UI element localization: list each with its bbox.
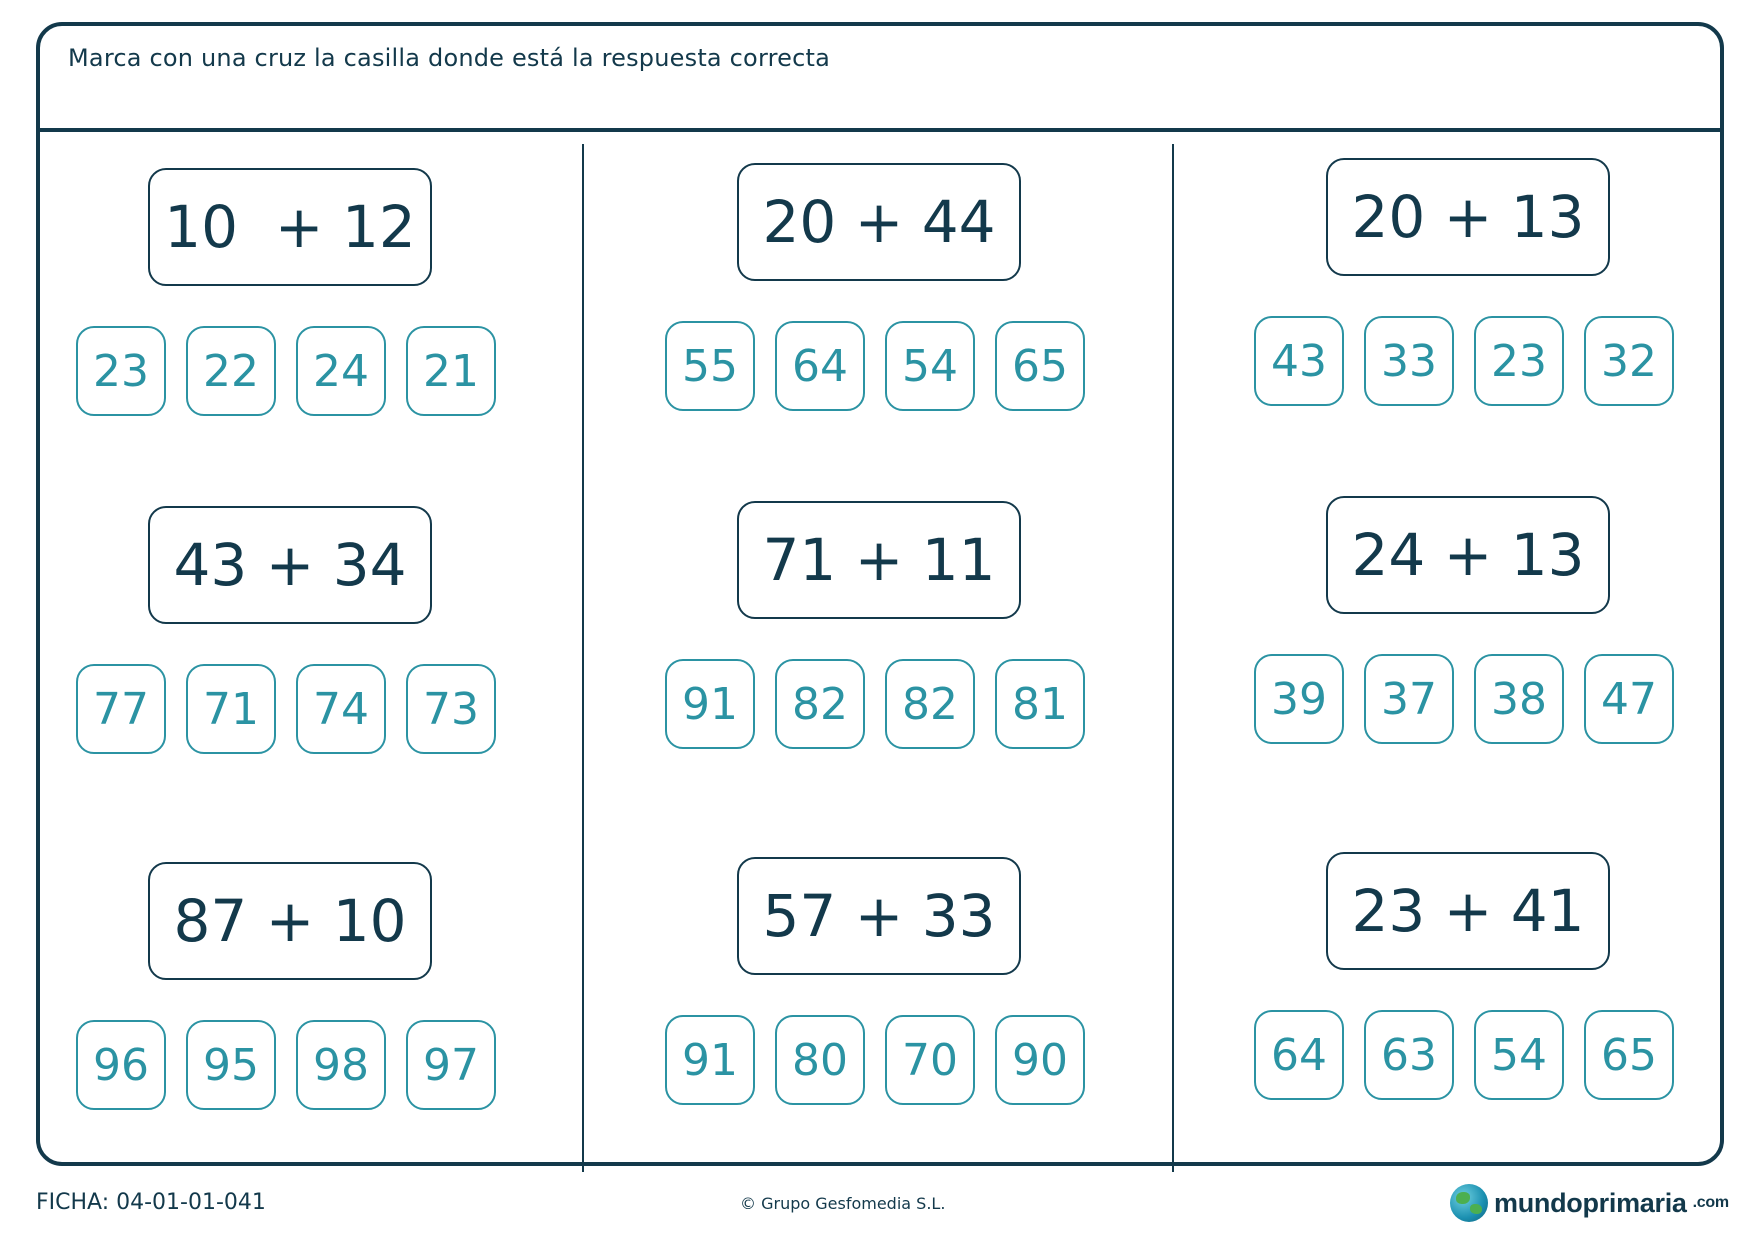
column-divider-1 (582, 144, 584, 1172)
brand-name: mundoprimaria (1494, 1187, 1687, 1218)
answer-checkbox[interactable]: 37 (1364, 654, 1454, 744)
answer-checkbox[interactable]: 32 (1584, 316, 1674, 406)
problem-card (1254, 496, 1690, 726)
answer-checkbox[interactable]: 64 (1254, 1010, 1344, 1100)
worksheet-id: FICHA: 04-01-01-041 (36, 1190, 266, 1215)
answer-checkbox[interactable]: 24 (296, 326, 386, 416)
answer-checkbox[interactable]: 81 (995, 659, 1085, 749)
answer-options (665, 659, 1085, 749)
answer-options (76, 664, 496, 754)
brand-logo[interactable] (1450, 1184, 1729, 1222)
copyright-text: © Grupo Gesfomedia S.L. (740, 1194, 946, 1213)
answer-options (1254, 316, 1674, 406)
answer-checkbox[interactable]: 98 (296, 1020, 386, 1110)
answer-options (665, 321, 1085, 411)
answer-checkbox[interactable]: 82 (775, 659, 865, 749)
answer-options (76, 326, 496, 416)
problem-card (1254, 158, 1690, 388)
answer-checkbox[interactable]: 63 (1364, 1010, 1454, 1100)
answer-checkbox[interactable]: 65 (1584, 1010, 1674, 1100)
answer-options (1254, 654, 1674, 744)
problem-card (665, 501, 1101, 731)
answer-checkbox[interactable]: 33 (1364, 316, 1454, 406)
answer-checkbox[interactable]: 70 (885, 1015, 975, 1105)
answer-checkbox[interactable]: 55 (665, 321, 755, 411)
operation-box: 24 + 13 (1326, 496, 1610, 614)
column-divider-2 (1172, 144, 1174, 1172)
answer-checkbox[interactable]: 97 (406, 1020, 496, 1110)
instruction-text: Marca con una cruz la casilla donde está la respuesta correcta (68, 44, 831, 72)
problem-card (1254, 852, 1690, 1082)
operation-box: 57 + 33 (737, 857, 1021, 975)
header-divider (40, 128, 1720, 132)
answer-checkbox[interactable]: 80 (775, 1015, 865, 1105)
globe-logo-icon (1450, 1184, 1488, 1222)
answer-checkbox[interactable]: 65 (995, 321, 1085, 411)
operation-box: 20 + 13 (1326, 158, 1610, 276)
answer-checkbox[interactable]: 82 (885, 659, 975, 749)
problem-card (76, 168, 512, 398)
answer-checkbox[interactable]: 96 (76, 1020, 166, 1110)
answer-checkbox[interactable]: 90 (995, 1015, 1085, 1105)
answer-options (76, 1020, 496, 1110)
answer-checkbox[interactable]: 91 (665, 1015, 755, 1105)
answer-checkbox[interactable]: 77 (76, 664, 166, 754)
answer-checkbox[interactable]: 95 (186, 1020, 276, 1110)
operation-box: 71 + 11 (737, 501, 1021, 619)
operation-box: 43 + 34 (148, 506, 432, 624)
brand-tld: .com (1692, 1194, 1729, 1211)
answer-options (1254, 1010, 1674, 1100)
answer-checkbox[interactable]: 21 (406, 326, 496, 416)
operation-box: 10 + 12 (148, 168, 432, 286)
operation-box: 87 + 10 (148, 862, 432, 980)
answer-checkbox[interactable]: 23 (76, 326, 166, 416)
answer-checkbox[interactable]: 23 (1474, 316, 1564, 406)
operation-box: 20 + 44 (737, 163, 1021, 281)
answer-checkbox[interactable]: 71 (186, 664, 276, 754)
answer-checkbox[interactable]: 91 (665, 659, 755, 749)
operation-box: 23 + 41 (1326, 852, 1610, 970)
problem-card (665, 163, 1101, 393)
answer-checkbox[interactable]: 22 (186, 326, 276, 416)
answer-checkbox[interactable]: 64 (775, 321, 865, 411)
problem-card (76, 862, 512, 1092)
answer-checkbox[interactable]: 54 (1474, 1010, 1564, 1100)
answer-checkbox[interactable]: 74 (296, 664, 386, 754)
answer-checkbox[interactable]: 38 (1474, 654, 1564, 744)
problem-card (665, 857, 1101, 1087)
answer-checkbox[interactable]: 54 (885, 321, 975, 411)
problem-card (76, 506, 512, 736)
answer-checkbox[interactable]: 39 (1254, 654, 1344, 744)
answer-checkbox[interactable]: 43 (1254, 316, 1344, 406)
answer-checkbox[interactable]: 73 (406, 664, 496, 754)
answer-checkbox[interactable]: 47 (1584, 654, 1674, 744)
answer-options (665, 1015, 1085, 1105)
